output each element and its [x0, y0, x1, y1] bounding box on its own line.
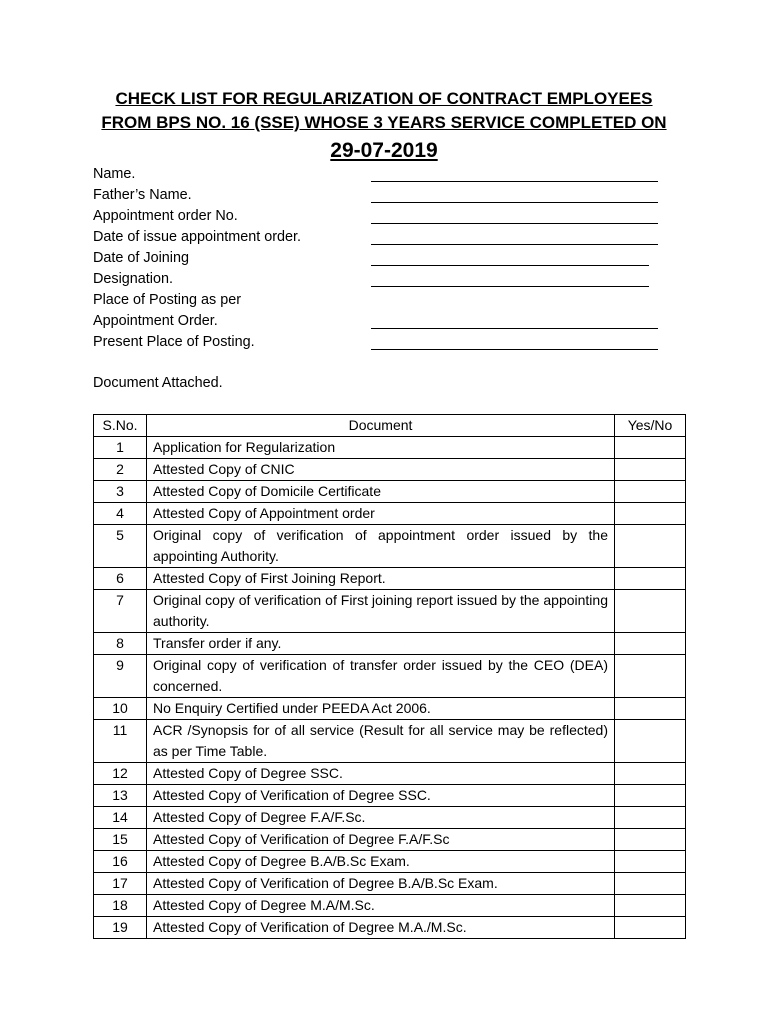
field-blank-line[interactable] — [371, 328, 658, 329]
document-checklist-table — [93, 414, 686, 939]
row-document: Attested Copy of First Joining Report. — [147, 568, 615, 590]
row-document: Attested Copy of Verification of Degree F.A/F.Sc — [147, 829, 615, 851]
row-sno: 7 — [94, 590, 147, 633]
row-yes-no-cell[interactable] — [615, 895, 686, 917]
title-date: 29-07-2019 — [330, 139, 438, 162]
row-document: Original copy of verification of transfer order issued by the CEO (DEA) concerned. — [147, 655, 615, 698]
field-blank-line[interactable] — [371, 244, 658, 245]
row-sno: 1 — [94, 437, 147, 459]
table-row — [94, 763, 686, 785]
row-yes-no-cell[interactable] — [615, 655, 686, 698]
row-sno: 3 — [94, 481, 147, 503]
table-row — [94, 568, 686, 590]
row-document: Attested Copy of Verification of Degree B.A/B.Sc Exam. — [147, 873, 615, 895]
field-blank-line[interactable] — [371, 265, 649, 266]
field-row — [93, 248, 673, 269]
header-document: Document — [147, 415, 615, 437]
field-row — [93, 311, 673, 332]
field-row — [93, 206, 673, 227]
table-row — [94, 851, 686, 873]
row-document: ACR /Synopsis for of all service (Result for all service may be reflected) as per Time Table. — [147, 720, 615, 763]
table-row — [94, 917, 686, 939]
field-row — [93, 227, 673, 248]
table-row — [94, 829, 686, 851]
table-body — [94, 437, 686, 939]
field-label: Date of issue appointment order. — [93, 229, 301, 245]
row-yes-no-cell[interactable] — [615, 590, 686, 633]
row-yes-no-cell[interactable] — [615, 917, 686, 939]
table-row — [94, 655, 686, 698]
row-document: Attested Copy of Degree M.A/M.Sc. — [147, 895, 615, 917]
row-document: Attested Copy of Verification of Degree SSC. — [147, 785, 615, 807]
row-document: Application for Regularization — [147, 437, 615, 459]
field-label: Present Place of Posting. — [93, 334, 255, 350]
field-blank-line[interactable] — [371, 349, 658, 350]
table-row — [94, 720, 686, 763]
row-sno: 15 — [94, 829, 147, 851]
row-yes-no-cell[interactable] — [615, 851, 686, 873]
row-document: Attested Copy of Verification of Degree M.A./M.Sc. — [147, 917, 615, 939]
table-row — [94, 895, 686, 917]
row-yes-no-cell[interactable] — [615, 525, 686, 568]
row-yes-no-cell[interactable] — [615, 481, 686, 503]
field-blank-line[interactable] — [371, 202, 658, 203]
row-yes-no-cell[interactable] — [615, 829, 686, 851]
row-sno: 4 — [94, 503, 147, 525]
row-yes-no-cell[interactable] — [615, 763, 686, 785]
row-sno: 17 — [94, 873, 147, 895]
row-sno: 10 — [94, 698, 147, 720]
title-line-1: CHECK LIST FOR REGULARIZATION OF CONTRACT EMPLOYEES — [115, 89, 653, 108]
row-sno: 16 — [94, 851, 147, 873]
field-label: Name. — [93, 166, 136, 182]
row-sno: 5 — [94, 525, 147, 568]
row-yes-no-cell[interactable] — [615, 785, 686, 807]
row-sno: 9 — [94, 655, 147, 698]
table-row — [94, 590, 686, 633]
row-sno: 8 — [94, 633, 147, 655]
row-yes-no-cell[interactable] — [615, 633, 686, 655]
row-yes-no-cell[interactable] — [615, 807, 686, 829]
row-document: Attested Copy of Degree B.A/B.Sc Exam. — [147, 851, 615, 873]
row-document: Original copy of verification of First joining report issued by the appointing authority. — [147, 590, 615, 633]
row-sno: 19 — [94, 917, 147, 939]
table-row — [94, 633, 686, 655]
row-sno: 14 — [94, 807, 147, 829]
field-row — [93, 185, 673, 206]
field-label: Place of Posting as per — [93, 292, 241, 308]
field-label: Appointment Order. — [93, 313, 218, 329]
document-attached-label: Document Attached. — [93, 375, 223, 391]
table-row — [94, 481, 686, 503]
row-sno: 13 — [94, 785, 147, 807]
row-sno: 6 — [94, 568, 147, 590]
field-label: Appointment order No. — [93, 208, 238, 224]
row-document: No Enquiry Certified under PEEDA Act 2006. — [147, 698, 615, 720]
row-document: Attested Copy of CNIC — [147, 459, 615, 481]
field-row — [93, 164, 673, 185]
table-row — [94, 437, 686, 459]
row-document: Original copy of verification of appointment order issued by the appointing Authority. — [147, 525, 615, 568]
row-sno: 18 — [94, 895, 147, 917]
row-yes-no-cell[interactable] — [615, 459, 686, 481]
row-document: Attested Copy of Degree SSC. — [147, 763, 615, 785]
row-yes-no-cell[interactable] — [615, 698, 686, 720]
table-row — [94, 698, 686, 720]
field-row — [93, 290, 673, 311]
header-sno: S.No. — [94, 415, 147, 437]
field-blank-line[interactable] — [371, 181, 658, 182]
field-label: Father’s Name. — [93, 187, 192, 203]
row-yes-no-cell[interactable] — [615, 720, 686, 763]
row-yes-no-cell[interactable] — [615, 873, 686, 895]
row-document: Attested Copy of Degree F.A/F.Sc. — [147, 807, 615, 829]
field-row — [93, 332, 673, 353]
row-document: Transfer order if any. — [147, 633, 615, 655]
row-yes-no-cell[interactable] — [615, 437, 686, 459]
header-yes-no: Yes/No — [615, 415, 686, 437]
field-blank-line[interactable] — [371, 223, 658, 224]
field-label: Date of Joining — [93, 250, 189, 266]
table-row — [94, 459, 686, 481]
table-row — [94, 525, 686, 568]
row-sno: 2 — [94, 459, 147, 481]
field-blank-line[interactable] — [371, 286, 649, 287]
table-row — [94, 785, 686, 807]
row-document: Attested Copy of Domicile Certificate — [147, 481, 615, 503]
field-label: Designation. — [93, 271, 173, 287]
row-yes-no-cell[interactable] — [615, 503, 686, 525]
row-yes-no-cell[interactable] — [615, 568, 686, 590]
row-sno: 11 — [94, 720, 147, 763]
table-header-row — [94, 415, 686, 437]
title-line-2: FROM BPS NO. 16 (SSE) WHOSE 3 YEARS SERVICE COMPLETED ON — [101, 113, 667, 132]
table-row — [94, 503, 686, 525]
employee-fields — [93, 164, 673, 353]
table-row — [94, 873, 686, 895]
field-row — [93, 269, 673, 290]
row-sno: 12 — [94, 763, 147, 785]
row-document: Attested Copy of Appointment order — [147, 503, 615, 525]
table-row — [94, 807, 686, 829]
